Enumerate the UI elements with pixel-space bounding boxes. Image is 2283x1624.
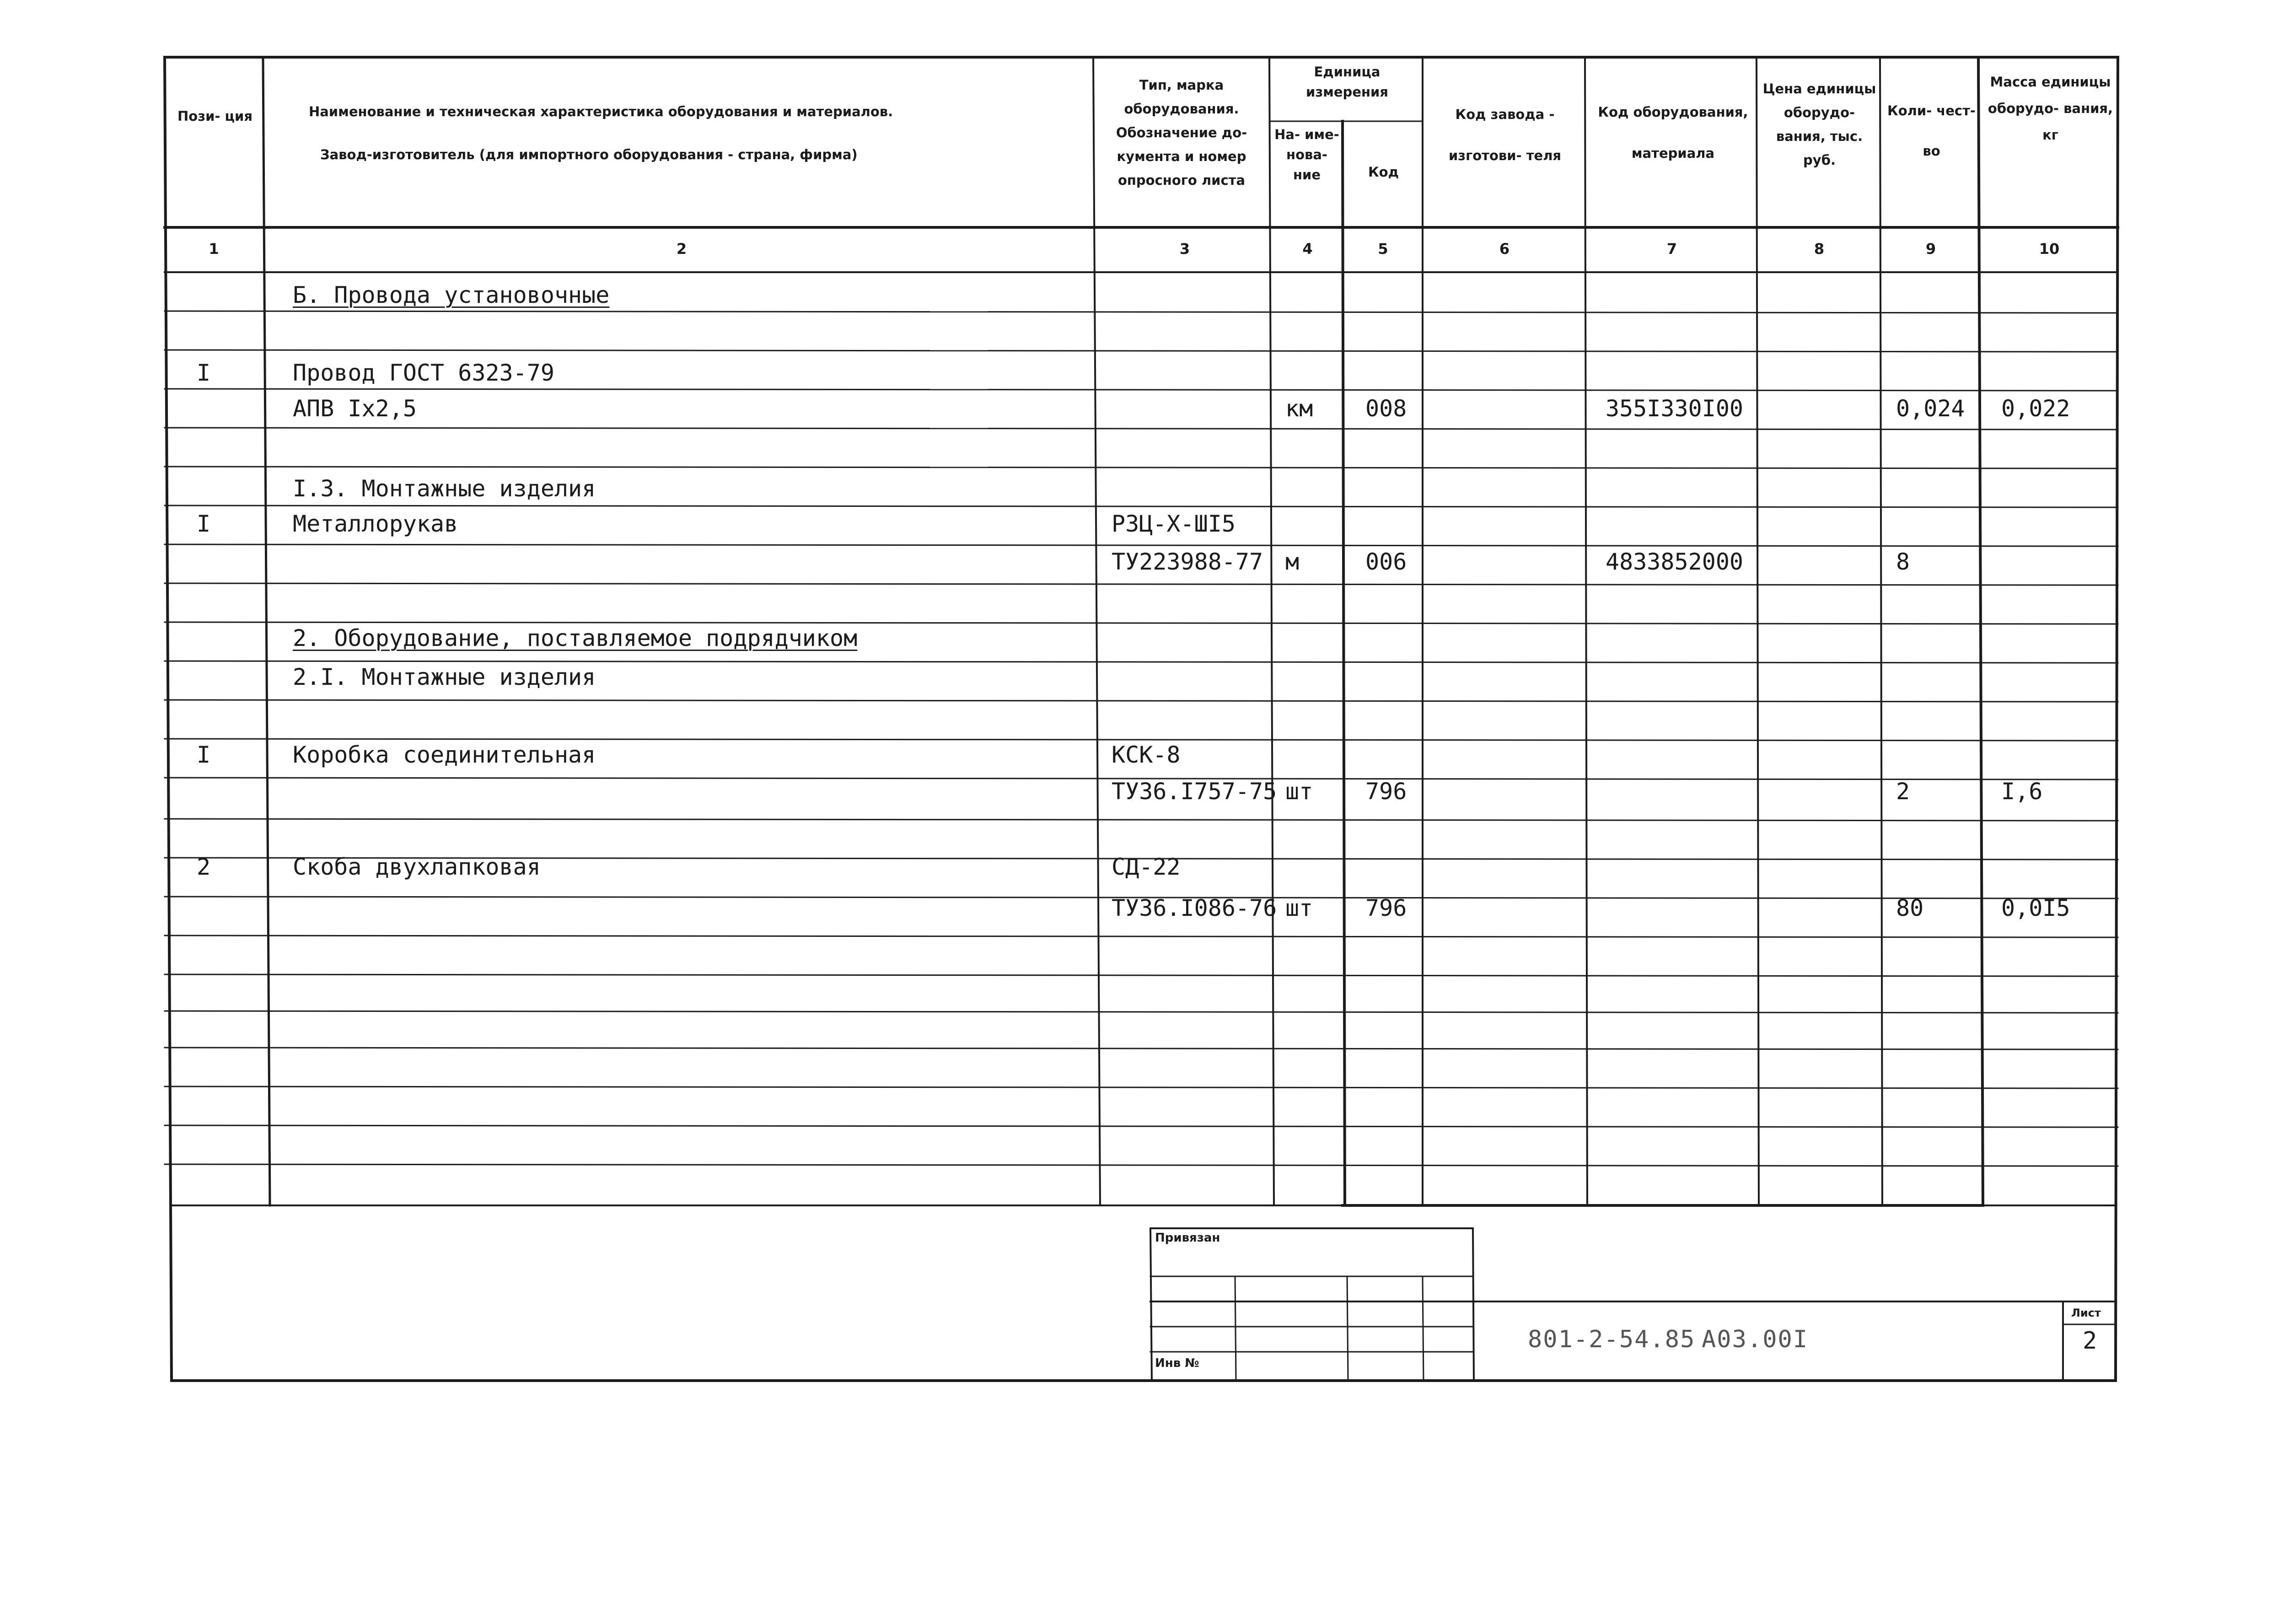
row-material-code: 4833852000 xyxy=(1606,549,1744,575)
column-number: 2 xyxy=(676,240,687,258)
row-type-mark: ТУ36.I086-76 xyxy=(1112,895,1277,921)
row-name: 2. Оборудование, поставляемое подрядчиком xyxy=(293,625,858,651)
sheet-label: Лист xyxy=(2071,1307,2101,1319)
header-unit-price: Цена единицы оборудо- вания, тыс. руб. xyxy=(1762,81,1876,168)
column-number: 4 xyxy=(1302,240,1313,258)
column-number: 6 xyxy=(1499,240,1510,258)
column-number: 9 xyxy=(1925,240,1936,258)
table-row-line xyxy=(165,819,2118,821)
row-position: I xyxy=(197,742,211,768)
header-name-line2: Завод-изготовитель (для импортного оборудования - страна, фирма) xyxy=(320,147,858,162)
table-row-line xyxy=(165,1164,2118,1166)
row-unit-code: 796 xyxy=(1365,778,1407,805)
header-unit-code: Код xyxy=(1368,164,1399,180)
table-row-line xyxy=(165,700,2118,702)
table-row-line xyxy=(165,350,2118,352)
header-position: Пози- ция xyxy=(177,108,252,124)
table-row-line xyxy=(165,1011,2118,1013)
row-name: I.3. Монтажные изделия xyxy=(293,475,596,502)
header-unit: Единица измерения xyxy=(1306,64,1388,100)
table-row-line xyxy=(165,1048,2118,1049)
header-type-mark: Тип, марка оборудования. Обозначение до- кумента и номер опросного листа xyxy=(1116,77,1247,188)
table-row-line xyxy=(165,1125,2118,1127)
row-name: Скоба двухлапковая xyxy=(293,854,541,880)
row-name: 2.I. Монтажные изделия xyxy=(293,664,596,690)
row-position: I xyxy=(197,511,211,537)
row-quantity: 2 xyxy=(1896,778,1910,805)
column-number: 3 xyxy=(1179,240,1190,258)
row-type-mark: Р3Ц-Х-ШI5 xyxy=(1112,511,1236,537)
table-row-line xyxy=(165,739,2118,741)
header-plant-code: Код завода - изготови- теля xyxy=(1448,107,1562,163)
column-number: 10 xyxy=(2039,240,2060,258)
table-row-line xyxy=(165,936,2118,937)
row-type-mark: КСК-8 xyxy=(1112,742,1181,768)
document-code: А03.00I xyxy=(1702,1326,1809,1353)
column-number: 1 xyxy=(209,240,219,258)
table-row-line xyxy=(165,583,2118,585)
row-unit-name: км xyxy=(1285,395,1313,422)
document-number: 801-2-54.85 xyxy=(1528,1326,1696,1353)
row-unit-name: шт xyxy=(1285,778,1313,805)
row-unit-code: 796 xyxy=(1365,895,1407,921)
row-type-mark: ТУ36.I757-75 xyxy=(1112,778,1277,805)
row-position: 2 xyxy=(197,854,211,880)
row-type-mark: СД-22 xyxy=(1112,854,1181,880)
column-number: 5 xyxy=(1378,240,1388,258)
row-unit-code: 008 xyxy=(1365,395,1407,422)
table-row-line xyxy=(165,974,2118,976)
row-name: Металлорукав xyxy=(293,511,458,537)
row-name: Провод ГОСТ 6323-79 xyxy=(293,360,554,386)
header-name-line1: Наименование и техническая характеристика оборудования и материалов. xyxy=(309,104,893,119)
header-material-code: Код оборудования, материала xyxy=(1598,104,1748,161)
stamp-inventory-label: Инв № xyxy=(1155,1356,1199,1370)
stamp-bound-label: Привязан xyxy=(1155,1231,1220,1245)
row-position: I xyxy=(197,360,211,386)
column-number: 8 xyxy=(1814,240,1825,258)
column-number: 7 xyxy=(1666,240,1677,258)
row-mass: I,6 xyxy=(2001,778,2043,805)
row-unit-name: шт xyxy=(1285,895,1313,921)
row-name: Б. Провода установочные xyxy=(293,282,610,308)
row-quantity: 80 xyxy=(1896,895,1924,921)
row-quantity: 8 xyxy=(1896,549,1910,575)
row-mass: 0,0I5 xyxy=(2001,895,2070,921)
table-row-line xyxy=(165,467,2118,468)
table-row-line xyxy=(165,311,2118,313)
table-row-line xyxy=(165,622,2118,624)
table-row-line xyxy=(165,1086,2118,1088)
row-name: АПВ Iх2,5 xyxy=(293,395,417,422)
row-unit-name: м xyxy=(1285,549,1300,575)
table-row-line xyxy=(165,505,2118,507)
header-mass: Масса единицы оборудо- вания, кг xyxy=(1988,74,2113,143)
table-row-line xyxy=(165,389,2118,391)
table-row-line xyxy=(165,544,2118,546)
row-mass: 0,022 xyxy=(2001,395,2070,422)
row-quantity: 0,024 xyxy=(1896,395,1965,422)
header-unit-name: На- име- нова- ние xyxy=(1274,127,1339,183)
table-row-line xyxy=(165,661,2118,663)
sheet-number: 2 xyxy=(2083,1327,2098,1355)
header-quantity: Коли- чест- во xyxy=(1887,103,1976,159)
row-unit-code: 006 xyxy=(1365,549,1407,575)
table-row-line xyxy=(165,428,2118,430)
row-name: Коробка соединительная xyxy=(293,742,596,768)
row-material-code: 355I330I00 xyxy=(1606,395,1744,422)
row-type-mark: ТУ223988-77 xyxy=(1112,549,1263,575)
